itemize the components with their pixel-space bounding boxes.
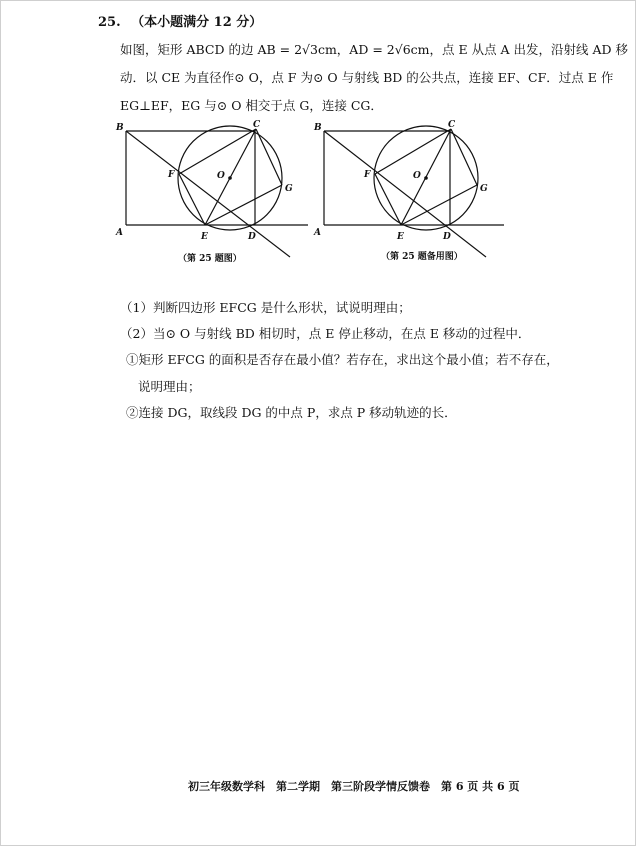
subquestion-2-2: ②连接 DG，取线段 DG 的中点 P，求点 P 移动轨迹的长． [126,405,457,420]
label-F: F [168,170,175,180]
label-D: D [248,232,256,242]
question-points: （本小题满分 12 分） [131,15,263,30]
subquestion-2-1: ①矩形 EFCG 的面积是否存在最小值？若存在，求出这个最小值；若不存在， [126,352,559,367]
figure-backup-caption: （第 25 题备用图） [381,252,463,262]
subquestion-1: （1）判断四边形 EFCG 是什么形状，试说明理由； [120,300,411,315]
page-footer: 初三年级数学科 第二学期 第三阶段学情反馈卷 第 6 页 共 6 页 [188,780,520,793]
stem-line-1: 如图，矩形 ABCD 的边 AB = 2√3cm，AD = 2√6cm，点 E 从点 A 出发，沿射线 AD 移 [120,42,629,57]
label-D-2: D [443,232,451,242]
label-A: A [116,228,123,238]
label-B: B [116,123,124,133]
label-F-2: F [364,170,371,180]
label-B-2: B [314,123,322,133]
label-C: C [253,120,261,130]
question-header [98,11,262,30]
figure-main-caption: （第 25 题图） [178,254,242,264]
stem-line-3: EG⊥EF，EG 与⊙ O 相交于点 G，连接 CG． [120,98,383,113]
label-O: O [217,171,225,181]
figure-backup [308,115,508,260]
subquestion-2-1-cont: 说明理由； [138,379,201,394]
label-G-2: G [480,184,488,194]
label-G: G [285,184,293,194]
label-A-2: A [314,228,321,238]
stem-line-2: 动．以 CE 为直径作⊙ O，点 F 为⊙ O 与射线 BD 的公共点，连接 EF、CF．过点 E 作 [120,70,614,85]
label-E: E [201,232,208,242]
subquestion-2: （2）当⊙ O 与射线 BD 相切时，点 E 停止移动，在点 E 移动的过程中． [120,326,531,341]
label-C-2: C [448,120,456,130]
label-E-2: E [397,232,404,242]
question-number: 25. [98,15,121,30]
figure-main [110,115,310,260]
label-O-2: O [413,171,421,181]
